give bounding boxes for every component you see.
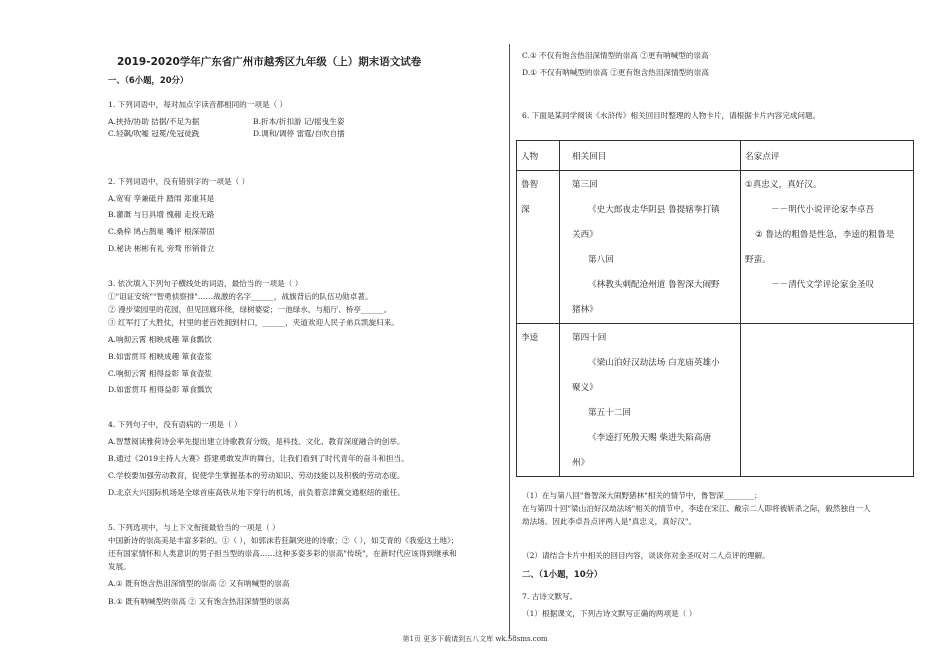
q4-option-c: C.学校要加强劳动教育，促使学生掌握基本的劳动知识、劳动技能以及积极的劳动态度。 [108,471,405,480]
q1-option-a: A.挟持/协助 拮据/不足为据 [108,117,200,126]
q3-option-d: D.如雷贯耳 相得益彰 箪食瓢饮 [108,385,213,394]
header-chapters: 相关回目 [560,141,741,171]
comment-empty [741,324,914,477]
column-divider [509,44,510,639]
section-1-heading: 一、（6小题，20分） [108,75,189,85]
chapter-label: 第四十回 [572,333,607,343]
chapter-title-cont: 州》 [572,458,590,468]
character-name: 李逵 [521,333,539,343]
q6-sub1: （1）在与第八回"鲁智深大闹野猪林"相关的情节中，鲁智深________； [522,491,762,500]
q5-passage-line-3: 发展。 [108,562,131,571]
chapter-title: 《李逵打死殷天赐 柴进失陷高唐 [588,433,712,443]
q3-stem: 3. 依次填入下列句子横线处的词语，最恰当的一项是（ ） [108,279,303,288]
chapter-title-cont: 关西》 [572,230,598,240]
q2-option-c: C.桑梓 鸠占鹊巢 嘴评 根深蒂固 [108,227,215,236]
character-card-table [516,140,914,477]
comment-text: ② 鲁达的粗鲁是性急，李逵的粗鲁是 [755,230,895,240]
q4-stem: 4. 下列句子中，没有语病的一项是（ ） [108,420,242,429]
q2-option-d: D.秘诀 彬彬有礼 旁骛 形销骨立 [108,244,215,253]
q7-stem: 7. 古诗文默写。 [522,592,578,601]
chapter-title: 《林教头刺配沧州道 鲁智深大闹野 [588,280,720,290]
q3-sentence-3: ③ 红军打了大胜仗，村里的老百姓拥到村口，______，夹道欢迎人民子弟兵凯旋归来。 [108,318,399,327]
chapter-title: 《梁山泊好汉劫法场 白龙庙英雄小 [588,358,720,368]
comment-author: －－清代文学评论家金圣叹 [771,280,875,290]
chapter-title-cont: 聚义》 [572,383,598,393]
chapter-label: 第三回 [572,180,598,190]
chapter-title-cont: 猪林》 [572,305,598,315]
q3-option-a: A.响彻云霄 相映成趣 箪食瓢饮 [108,335,212,344]
header-comments: 名家点评 [741,141,914,171]
table-header-row [517,141,914,171]
q6-sub1-line-2: 在与第四十回"梁山泊好汉劫法场"相关的情节中，李逵在宋江、戴宗二人即将被斩杀之际，毅然独自一人 [522,504,871,513]
q1-option-b: B.折本/折扣游 记/摇曳生姿 [253,117,345,126]
page-footer: 第1页 更多下载请到五八文库 wk.58sms.com [402,635,548,643]
exam-title: 2019-2020学年广东省广州市越秀区九年级（上）期末语文试卷 [117,56,422,68]
q5-stem: 5. 下列选项中，与上下文衔接最恰当的一项是（ ） [108,523,280,532]
character-name-line-2: 深 [521,205,530,215]
q3-option-c: C.响彻云霄 相得益彰 箪食壶浆 [108,369,212,378]
header-character: 人物 [517,141,560,171]
q1-stem: 1. 下列词语中，每对加点字读音都相同的一项是（ ） [108,100,288,109]
comment-text: ①真忠义，真好汉。 [745,180,822,190]
chapter-title: 《史大郎夜走华阴县 鲁提辖拳打镇 [588,205,720,215]
section-2-heading: 二、（1小题，10分） [522,569,603,579]
q5-option-b: B.① 既有呐喊型的崇高 ② 又有饱含热泪深情型的崇高 [108,597,290,606]
table-row [517,324,914,477]
q6-stem: 6. 下面是某同学阅读《水浒传》相关回目时整理的人物卡片，请根据卡片内容完成问题。 [522,111,821,120]
q5-passage-line-2: 还有国家情怀和人类意识的男子担当型的崇高……这种多姿多彩的崇高"传统"，在新时代应该得到继承和 [108,549,457,558]
q4-option-a: A.智慧阅读雅荷诗会率先提出建立诗歌教育分级，是科技、文化、教育深度融合的创举。 [108,437,405,446]
q5-passage-line-1: 中国新诗的崇高美是丰富多彩的。①（ ），如郭沫若狂飙突进的诗歌；②（ ），如艾青的《我爱这土地》； [108,536,459,545]
q7-sub1: （1）根据课文，下列古诗文默写正确的两项是（ ） [522,609,697,618]
comment-author: －－明代小说评论家李卓吾 [771,205,875,215]
q3-option-b: B.如雷贯耳 相映成趣 箪食壶浆 [108,352,212,361]
q6-sub2: （2）请结合卡片中相关的回目内容，谈谈你对金圣叹对二人点评的理解。 [522,551,770,560]
q3-sentence-1: ①"诅证安统""智勇侦察排"……战激的名字______，战旗背后的队伍功勋卓著。 [108,292,373,301]
q5-option-a: A.① 既有饱含热泪深情型的崇高 ② 又有呐喊型的崇高 [108,579,290,588]
q3-sentence-2: ② 漫步梁园里的花园，但见回廊环绕，绿树婆娑；一池绿水，与船厅、桥亭______。 [108,305,392,314]
q2-stem: 2. 下列词语中，没有错别字的一项是（ ） [108,177,250,186]
chapter-label: 第八回 [588,255,614,265]
q4-option-d: D.北京大兴国际机场是全球首座高铁从地下穿行的机场，前负着京津冀交通枢纽的重任。 [108,488,405,497]
q6-sub1-line-3: 劫法场。因此李卓吾点评两人是"真忠义，真好汉"。 [522,517,697,526]
q2-option-b: B.灌溉 与日具增 愧赧 走投无路 [108,210,215,219]
q1-option-c: C.轻飙/吹嘘 冠冕/免冠徒跣 [108,129,200,138]
table-row [517,171,914,324]
comment-text-cont: 野蛮。 [745,255,771,265]
q5-option-c: C.① 不仅有饱含热泪深情型的崇高 ②更有呐喊型的崇高 [522,51,709,60]
q5-option-d: D.① 不仅有呐喊型的崇高 ②更有饱含热泪深情型的崇高 [522,68,709,77]
q2-option-a: A.宽宥 孪兼砥并 踏闱 郑重其是 [108,194,215,203]
character-name-line-1: 鲁智 [521,180,539,190]
q1-option-d: D.调和/调停 雷霆/自吹自擂 [253,129,345,138]
chapter-label: 第五十二回 [588,408,631,418]
q4-option-b: B.通过《2019主持人大赛》搭建勇敢发声的舞台，让我们看到了时代青年的奋斗和担当。 [108,454,409,463]
